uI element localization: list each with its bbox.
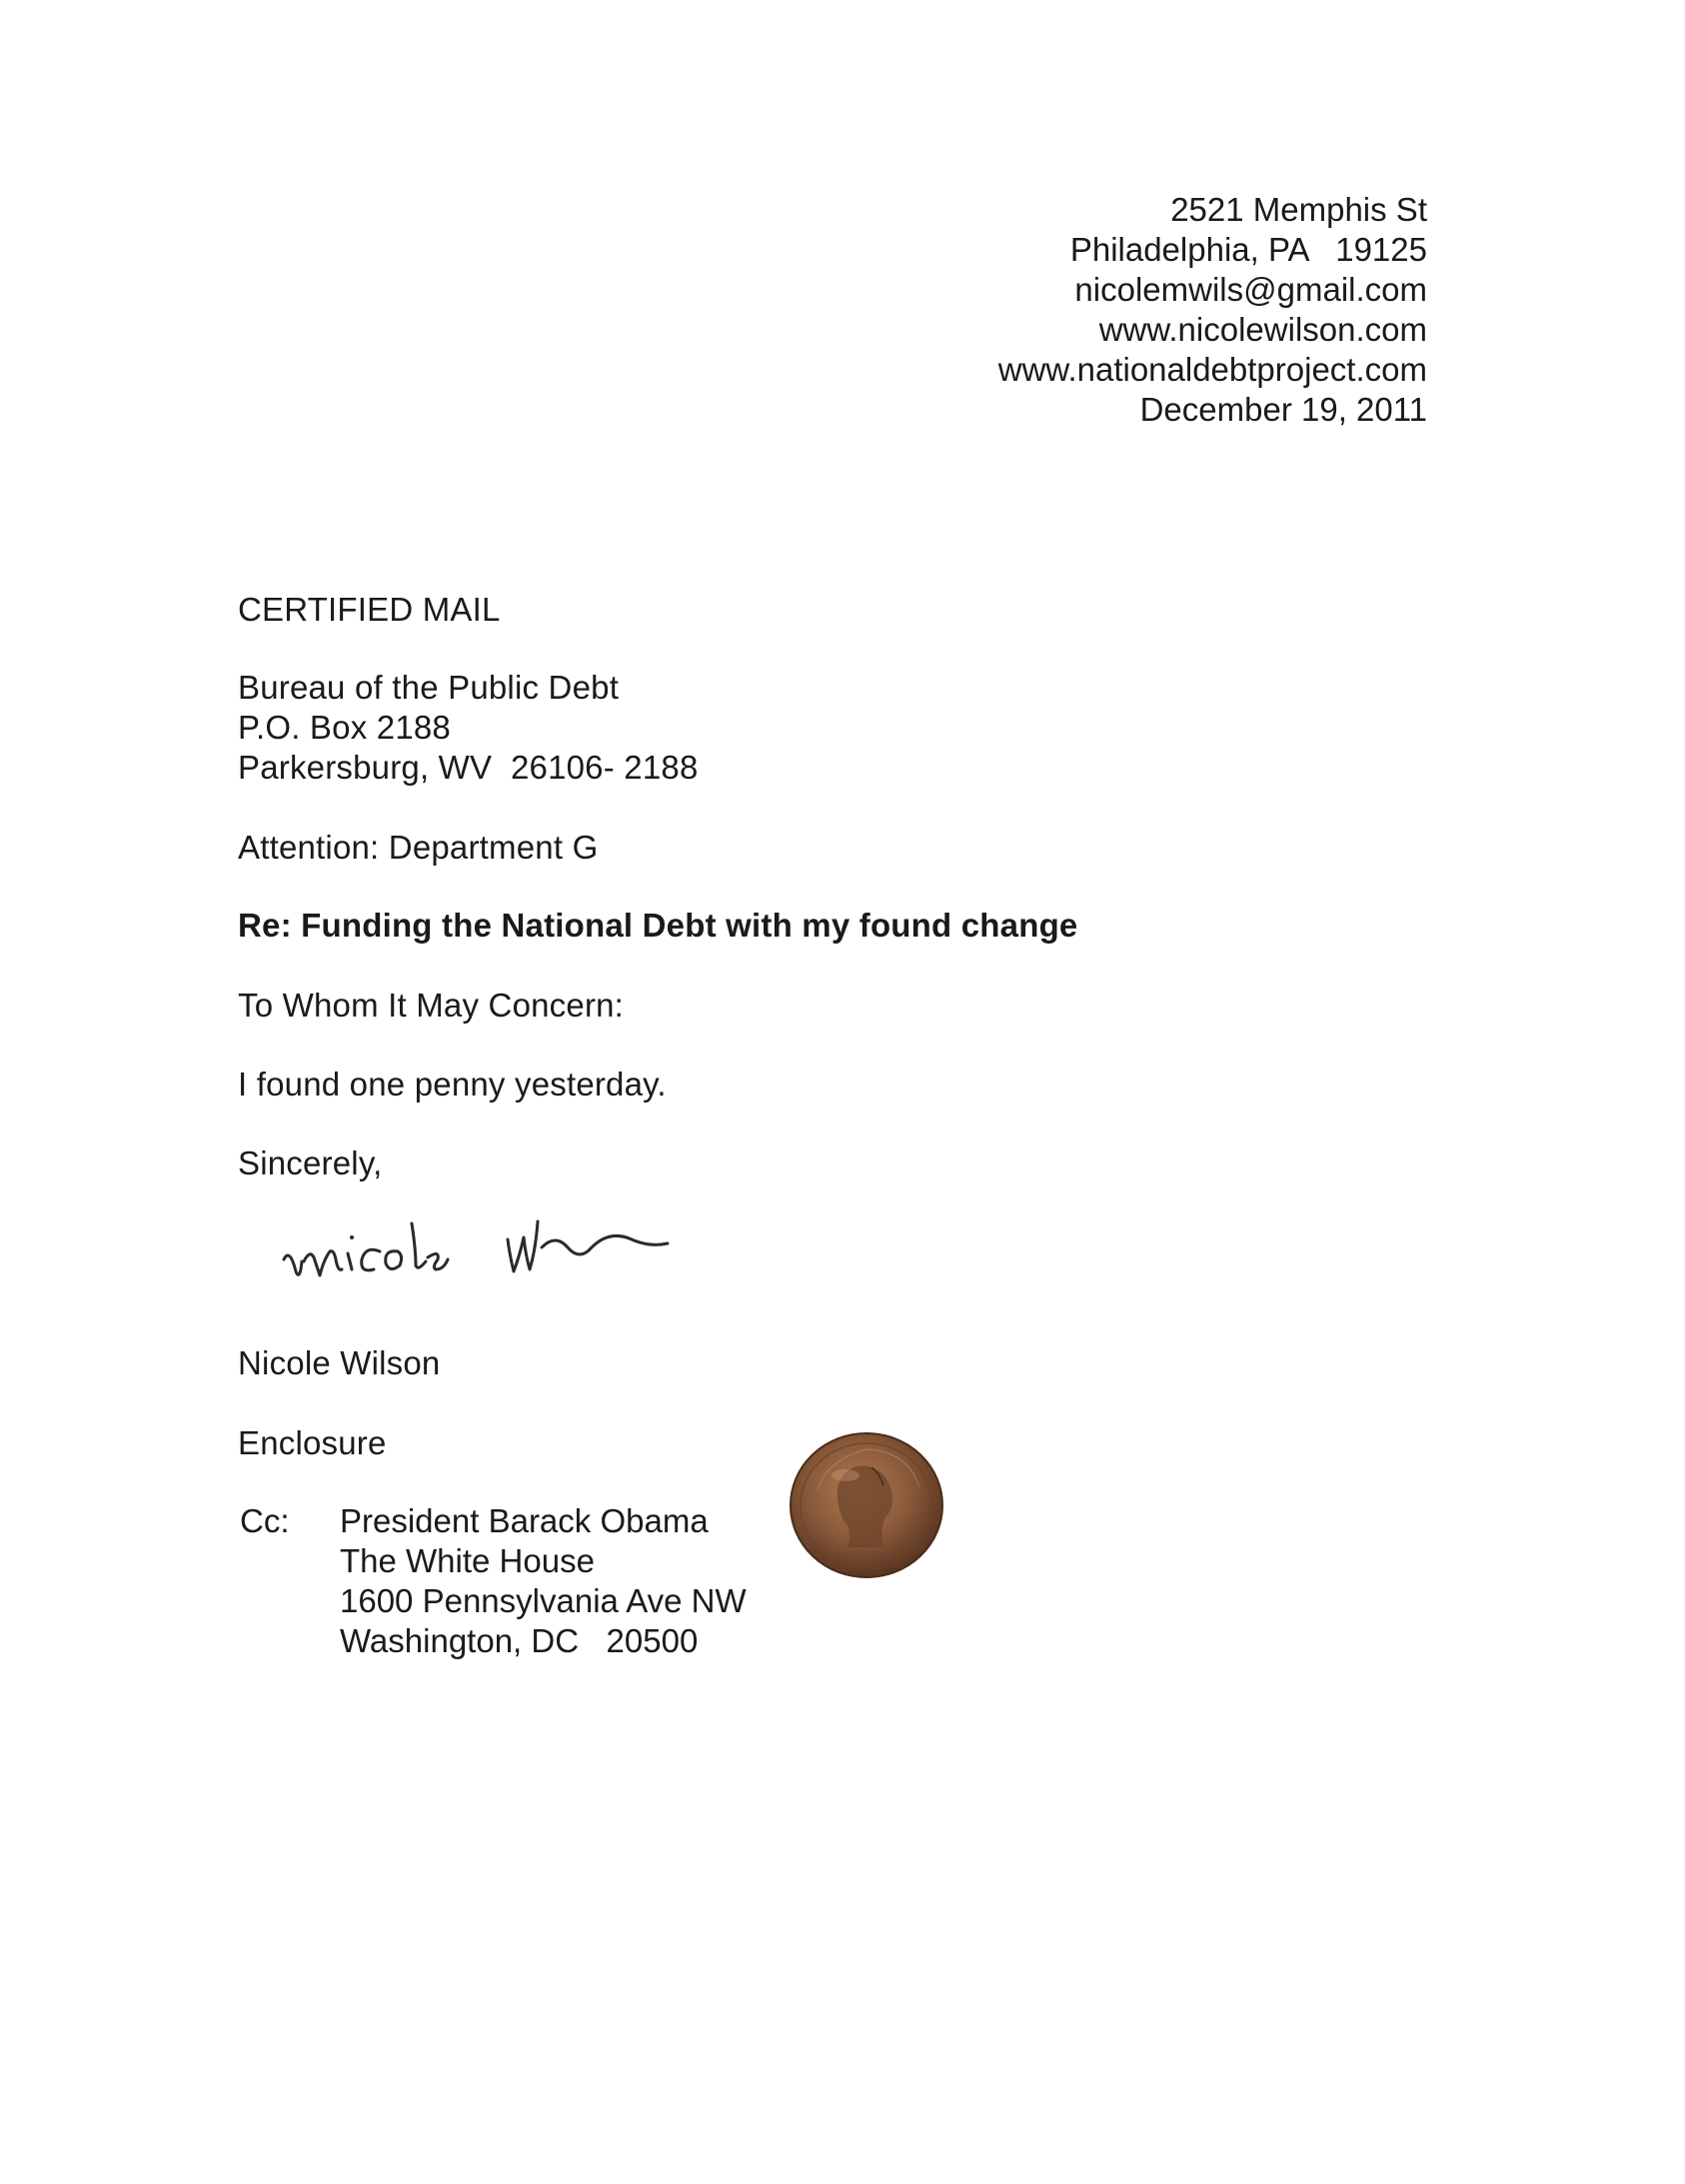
mail-type: CERTIFIED MAIL [238, 591, 501, 628]
signature-name: Nicole Wilson [238, 1344, 441, 1381]
recipient-name: Bureau of the Public Debt [238, 669, 620, 706]
sender-website-1: www.nicolewilson.com [1098, 311, 1427, 348]
penny-coin-image [788, 1429, 945, 1579]
cc-label: Cc: [240, 1502, 290, 1539]
cc-city-state-zip: Washington, DC 20500 [340, 1622, 699, 1659]
sender-city-state-zip: Philadelphia, PA 19125 [1069, 231, 1427, 268]
enclosure-label: Enclosure [238, 1424, 387, 1461]
recipient-city-state-zip: Parkersburg, WV 26106- 2188 [238, 749, 699, 786]
cc-address-block [340, 1501, 747, 1661]
letter-body: I found one penny yesterday. [238, 1066, 667, 1102]
recipient-po-box: P.O. Box 2188 [238, 709, 451, 746]
sender-street: 2521 Memphis St [1170, 191, 1427, 228]
sender-email: nicolemwils@gmail.com [1074, 271, 1427, 308]
salutation: To Whom It May Concern: [238, 987, 625, 1024]
cc-street: 1600 Pennsylvania Ave NW [340, 1582, 747, 1619]
cc-name: President Barack Obama [340, 1502, 709, 1539]
handwritten-signature [280, 1199, 730, 1309]
letter-date: December 19, 2011 [1139, 391, 1427, 428]
closing: Sincerely, [238, 1144, 383, 1181]
subject-line: Re: Funding the National Debt with my found change [238, 907, 1078, 944]
sender-website-2: www.nationaldebtproject.com [997, 351, 1427, 388]
attention-line: Attention: Department G [238, 829, 599, 866]
sender-address-block [998, 190, 1427, 430]
cc-org: The White House [340, 1542, 595, 1579]
